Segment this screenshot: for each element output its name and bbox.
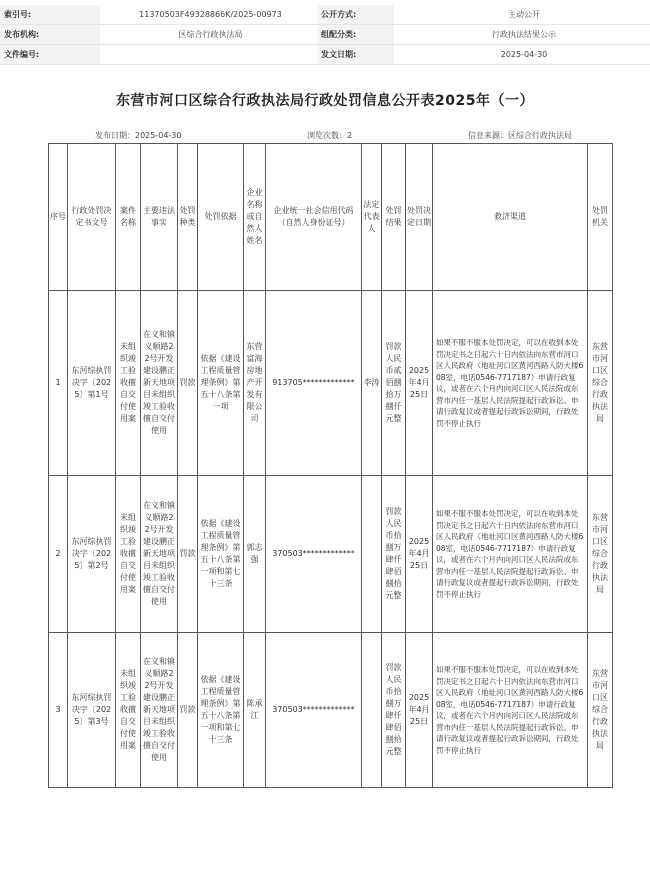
credit-code: 370503************* [266, 476, 362, 633]
penalty-basis: 依据《建设工程质量管理条例》第五十八条第一项和第七十三条 [198, 633, 244, 788]
index-label: 索引号: [0, 5, 100, 25]
row-number: 3 [49, 633, 68, 788]
case-name: 未组织竣工验收擅自交付使用案 [116, 291, 141, 476]
header-cell: 企业统一社会信用代码（自然人身份证号） [266, 144, 362, 291]
penalty-basis: 依据《建设工程质量管理条例》第五十八条第一项和第七十三条 [198, 476, 244, 633]
table-row [49, 633, 613, 788]
violation-fact: 在义和镇义顺路22号开发建设鹏正新天地项目未组织竣工验收擅自交付使用 [141, 291, 178, 476]
decision-date: 2025年4月25日 [406, 291, 433, 476]
penalty-agency: 东营市河口区综合行政执法局 [588, 291, 613, 476]
document-meta-table [0, 5, 650, 65]
issue-date-value: 2025-04-30 [394, 45, 650, 65]
header-cell: 案件名称 [116, 144, 141, 291]
remedy-channel: 如果不服不服本处罚决定，可以在收到本处罚决定书之日起六十日内依法向东营市河口区人民政府（地址河口区黄河西路人防大楼608室，电话0546-7717187）申请行政复议，或者在六个月内向河口区人民法院或东营市内任一基层人民法院提起行政诉讼。申请行政复议或者提起行政诉讼期间，行政处罚不停止执行 [433, 291, 588, 476]
violation-fact: 在义和镇义顺路22号开发建设鹏正新天地项目未组织竣工验收擅自交付使用 [141, 633, 178, 788]
credit-code: 913705************* [266, 291, 362, 476]
decision-date: 2025年4月25日 [406, 476, 433, 633]
header-cell: 处罚机关 [588, 144, 613, 291]
table-row [49, 476, 613, 633]
header-cell: 处罚种类 [178, 144, 198, 291]
penalty-type: 罚款 [178, 291, 198, 476]
penalty-result: 罚款人民币拾捌万肆仟肆佰捌拾元整 [382, 476, 406, 633]
penalty-basis: 依据《建设工程质量管理条例》第五十八条第一项 [198, 291, 244, 476]
header-cell: 处罚结果 [382, 144, 406, 291]
case-name: 未组织竣工验收擅自交付使用案 [116, 633, 141, 788]
header-cell: 处罚决定日期 [406, 144, 433, 291]
row-number: 1 [49, 291, 68, 476]
penalty-agency: 东营市河口区综合行政执法局 [588, 476, 613, 633]
index-value: 11370503F49328866K/2025-00973 [100, 5, 317, 25]
entity-name: 东营富海房地产开发有限公司 [244, 291, 266, 476]
decision-doc-number: 东河综执罚决字〔2025〕第2号 [68, 476, 116, 633]
case-name: 未组织竣工验收擅自交付使用案 [116, 476, 141, 633]
header-cell: 行政处罚决定书文号 [68, 144, 116, 291]
header-cell: 企业名称或自然人姓名 [244, 144, 266, 291]
view-count: 浏览次数：2 [307, 131, 353, 140]
decision-date: 2025年4月25日 [406, 633, 433, 788]
meta-row [0, 5, 650, 25]
entity-name: 郭志强 [244, 476, 266, 633]
doc-number-value [100, 45, 317, 65]
header-cell: 处罚依据 [198, 144, 244, 291]
header-cell: 法定代表人 [362, 144, 382, 291]
penalty-result: 罚款人民币贰佰捌拾万捌仟元整 [382, 291, 406, 476]
header-cell: 序号 [49, 144, 68, 291]
legal-representative [362, 633, 382, 788]
header-cell: 救济渠道 [433, 144, 588, 291]
table-header-row [49, 144, 613, 291]
penalty-type: 罚款 [178, 476, 198, 633]
row-number: 2 [49, 476, 68, 633]
decision-doc-number: 东河综执罚决字〔2025〕第1号 [68, 291, 116, 476]
issuer-label: 发布机构: [0, 25, 100, 45]
decision-doc-number: 东河综执罚决字〔2025〕第3号 [68, 633, 116, 788]
penalty-table [48, 143, 613, 788]
category-value: 行政执法结果公示 [394, 25, 650, 45]
method-value: 主动公开 [394, 5, 650, 25]
issuer-value: 区综合行政执法局 [100, 25, 317, 45]
entity-name: 陈承江 [244, 633, 266, 788]
penalty-result: 罚款人民币拾捌万肆仟肆佰捌拾元整 [382, 633, 406, 788]
credit-code: 370503************* [266, 633, 362, 788]
penalty-type: 罚款 [178, 633, 198, 788]
legal-representative [362, 476, 382, 633]
meta-row [0, 25, 650, 45]
publish-date: 发布日期：2025-04-30 [95, 131, 182, 140]
doc-number-label: 文件编号: [0, 45, 100, 65]
table-row [49, 291, 613, 476]
issue-date-label: 发文日期: [317, 45, 394, 65]
remedy-channel: 如果不服不服本处罚决定，可以在收到本处罚决定书之日起六十日内依法向东营市河口区人民政府（地址河口区黄河西路人防大楼608室，电话0546-7717187）申请行政复议，或者在六个月内向河口区人民法院或东营市内任一基层人民法院提起行政诉讼。申请行政复议或者提起行政诉讼期间，行政处罚不停止执行 [433, 633, 588, 788]
violation-fact: 在义和镇义顺路22号开发建设鹏正新天地项目未组织竣工验收擅自交付使用 [141, 476, 178, 633]
meta-row [0, 45, 650, 65]
info-source: 信息来源：区综合行政执法局 [468, 131, 572, 140]
penalty-agency: 东营市河口区综合行政执法局 [588, 633, 613, 788]
header-cell: 主要违法事实 [141, 144, 178, 291]
method-label: 公开方式: [317, 5, 394, 25]
legal-representative: 李涛 [362, 291, 382, 476]
category-label: 组配分类: [317, 25, 394, 45]
page-title: 东营市河口区综合行政执法局行政处罚信息公开表2025年（一） [116, 93, 534, 109]
remedy-channel: 如果不服不服本处罚决定，可以在收到本处罚决定书之日起六十日内依法向东营市河口区人民政府（地址河口区黄河西路人防大楼608室，电话0546-7717187）申请行政复议，或者在六个月内向河口区人民法院或东营市内任一基层人民法院提起行政诉讼。申请行政复议或者提起行政诉讼期间，行政处罚不停止执行 [433, 476, 588, 633]
